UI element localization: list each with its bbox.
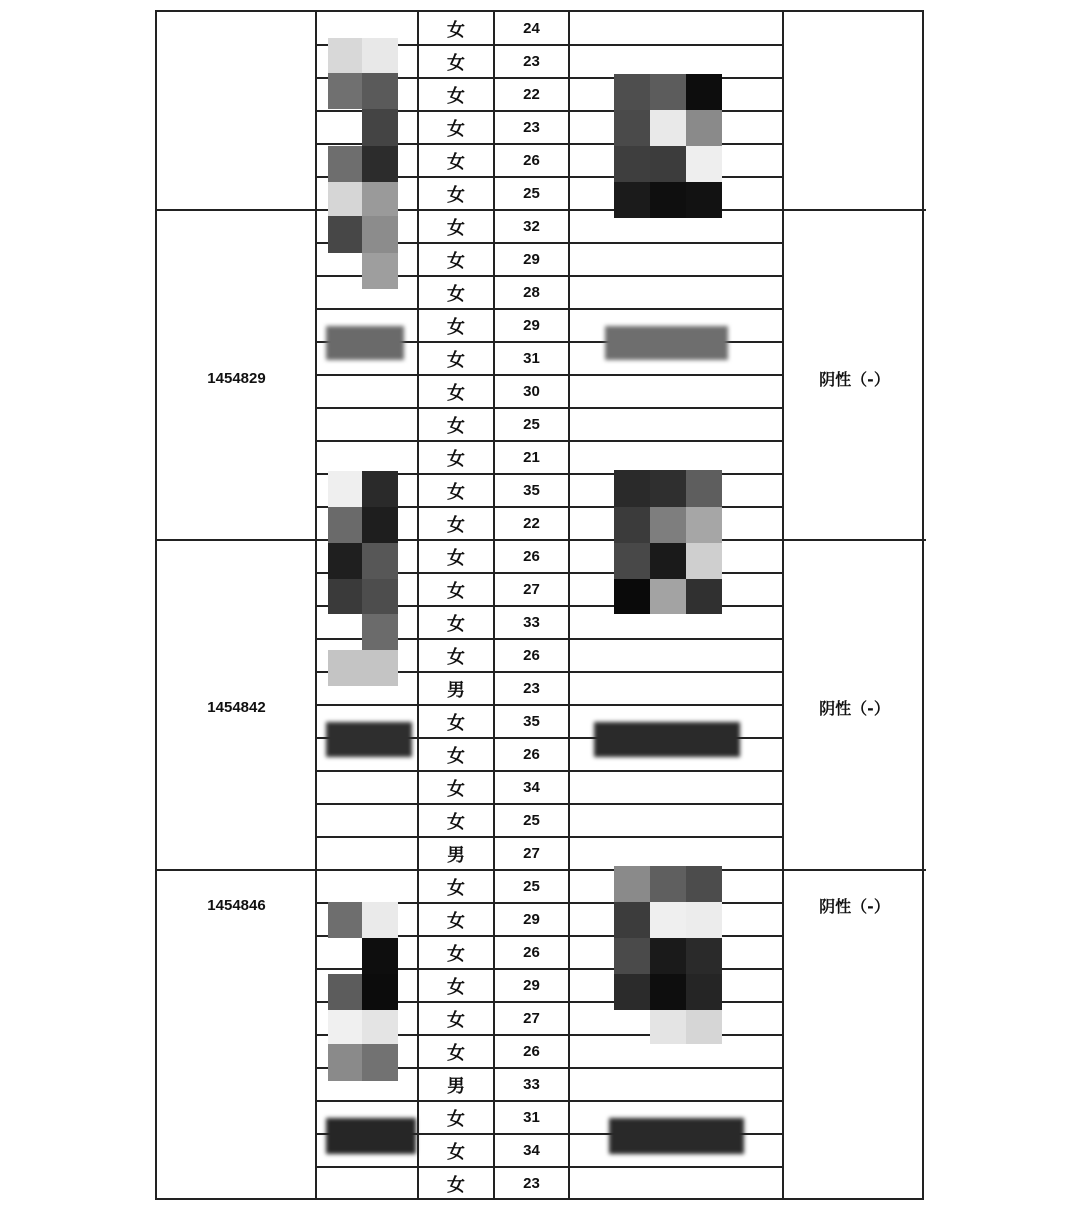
age-cell: 24 bbox=[523, 20, 540, 37]
redaction-mosaic-block bbox=[650, 1010, 686, 1044]
gender-cell: 女 bbox=[447, 580, 465, 602]
redaction-mosaic-block bbox=[614, 974, 650, 1010]
redaction-mosaic-block bbox=[328, 182, 362, 216]
redaction-mosaic-block bbox=[614, 507, 650, 543]
redaction-mosaic-block bbox=[362, 1010, 398, 1044]
redaction-mosaic-block bbox=[362, 253, 398, 289]
gender-cell: 女 bbox=[447, 613, 465, 635]
redaction-mosaic-block bbox=[362, 146, 398, 182]
gender-cell: 女 bbox=[447, 382, 465, 404]
age-cell: 33 bbox=[523, 614, 540, 631]
redaction-mosaic-block bbox=[328, 543, 362, 579]
redaction-mosaic-block bbox=[328, 73, 362, 109]
redaction-mosaic-block bbox=[650, 866, 686, 902]
age-cell: 33 bbox=[523, 1076, 540, 1093]
age-cell: 29 bbox=[523, 317, 540, 334]
redaction-mosaic-block bbox=[328, 146, 362, 182]
age-cell: 26 bbox=[523, 152, 540, 169]
redaction-mosaic-block bbox=[686, 507, 722, 543]
gender-cell: 女 bbox=[447, 646, 465, 668]
redaction-mosaic-block bbox=[650, 902, 686, 938]
redaction-mosaic-block bbox=[614, 182, 650, 218]
age-cell: 23 bbox=[523, 53, 540, 70]
age-cell: 25 bbox=[523, 812, 540, 829]
age-cell: 26 bbox=[523, 1043, 540, 1060]
age-cell: 35 bbox=[523, 713, 540, 730]
age-cell: 30 bbox=[523, 383, 540, 400]
redaction-mosaic-block bbox=[686, 543, 722, 579]
age-cell: 25 bbox=[523, 416, 540, 433]
gender-cell: 女 bbox=[447, 217, 465, 239]
age-cell: 35 bbox=[523, 482, 540, 499]
redaction-mosaic-block bbox=[686, 470, 722, 507]
redaction-mosaic-block bbox=[650, 974, 686, 1010]
redaction-mosaic-block bbox=[614, 74, 650, 110]
redaction-mosaic-block bbox=[650, 182, 686, 218]
gender-cell: 女 bbox=[447, 1042, 465, 1064]
redaction-mosaic-block bbox=[362, 938, 398, 974]
group-id-cell: 1454829 bbox=[207, 369, 266, 387]
redaction-mosaic-block bbox=[362, 543, 398, 579]
redaction-blur-bar bbox=[609, 1118, 744, 1154]
redaction-mosaic-block bbox=[362, 507, 398, 543]
gender-cell: 女 bbox=[447, 1108, 465, 1130]
redaction-mosaic-block bbox=[650, 146, 686, 182]
redaction-mosaic-block bbox=[614, 938, 650, 974]
redaction-mosaic-block bbox=[362, 902, 398, 938]
gender-cell: 女 bbox=[447, 118, 465, 140]
redaction-mosaic-block bbox=[362, 1044, 398, 1081]
gender-cell: 女 bbox=[447, 316, 465, 338]
gender-cell: 女 bbox=[447, 1174, 465, 1196]
redaction-mosaic-block bbox=[328, 1010, 362, 1044]
age-cell: 34 bbox=[523, 779, 540, 796]
redaction-mosaic-block bbox=[328, 902, 362, 938]
age-cell: 23 bbox=[523, 1175, 540, 1192]
redaction-mosaic-block bbox=[362, 109, 398, 146]
gender-cell: 女 bbox=[447, 52, 465, 74]
gender-cell: 女 bbox=[447, 250, 465, 272]
specimen-table bbox=[155, 10, 924, 1200]
redaction-mosaic-block bbox=[328, 1044, 362, 1081]
redaction-mosaic-block bbox=[362, 73, 398, 109]
redaction-mosaic-block bbox=[328, 471, 362, 507]
gender-cell: 女 bbox=[447, 778, 465, 800]
redaction-mosaic-block bbox=[686, 866, 722, 902]
redaction-mosaic-block bbox=[686, 902, 722, 938]
redaction-mosaic-block bbox=[686, 74, 722, 110]
redaction-mosaic-block bbox=[650, 507, 686, 543]
redaction-mosaic-block bbox=[614, 866, 650, 902]
age-cell: 22 bbox=[523, 86, 540, 103]
redaction-mosaic-block bbox=[686, 110, 722, 146]
redaction-mosaic-block bbox=[614, 110, 650, 146]
redaction-mosaic-block bbox=[686, 938, 722, 974]
gender-cell: 女 bbox=[447, 283, 465, 305]
gender-cell: 女 bbox=[447, 448, 465, 470]
age-cell: 25 bbox=[523, 185, 540, 202]
gender-cell: 男 bbox=[447, 844, 465, 866]
group-divider bbox=[783, 539, 926, 541]
age-cell: 27 bbox=[523, 845, 540, 862]
age-cell: 29 bbox=[523, 911, 540, 928]
age-cell: 23 bbox=[523, 119, 540, 136]
gender-cell: 女 bbox=[447, 481, 465, 503]
group-divider bbox=[783, 209, 926, 211]
age-cell: 26 bbox=[523, 944, 540, 961]
redaction-mosaic-block bbox=[686, 579, 722, 614]
redaction-blur-bar bbox=[326, 1118, 416, 1154]
gender-cell: 女 bbox=[447, 712, 465, 734]
redaction-mosaic-block bbox=[614, 902, 650, 938]
gender-cell: 女 bbox=[447, 349, 465, 371]
gender-cell: 男 bbox=[447, 679, 465, 701]
group-divider bbox=[157, 539, 316, 541]
gender-cell: 女 bbox=[447, 1141, 465, 1163]
redaction-mosaic-block bbox=[362, 579, 398, 614]
age-cell: 22 bbox=[523, 515, 540, 532]
redaction-mosaic-block bbox=[650, 938, 686, 974]
age-cell: 27 bbox=[523, 1010, 540, 1027]
age-cell: 29 bbox=[523, 977, 540, 994]
gender-cell: 女 bbox=[447, 514, 465, 536]
gender-cell: 女 bbox=[447, 910, 465, 932]
redaction-blur-bar bbox=[605, 326, 728, 360]
age-cell: 29 bbox=[523, 251, 540, 268]
group-id-cell: 1454846 bbox=[207, 896, 266, 914]
age-cell: 31 bbox=[523, 350, 540, 367]
gender-cell: 女 bbox=[447, 943, 465, 965]
redaction-mosaic-block bbox=[328, 579, 362, 614]
redaction-mosaic-block bbox=[328, 38, 362, 73]
age-cell: 21 bbox=[523, 449, 540, 466]
group-divider bbox=[157, 209, 316, 211]
redaction-mosaic-block bbox=[686, 1010, 722, 1044]
group-result-cell: 阴性（-） bbox=[819, 698, 890, 718]
redaction-mosaic-block bbox=[362, 471, 398, 507]
redaction-mosaic-block bbox=[328, 216, 362, 253]
redaction-mosaic-block bbox=[650, 579, 686, 614]
group-result-cell: 阴性（-） bbox=[819, 369, 890, 389]
redaction-mosaic-block bbox=[650, 543, 686, 579]
gender-cell: 男 bbox=[447, 1075, 465, 1097]
redaction-mosaic-block bbox=[362, 614, 398, 650]
gender-cell: 女 bbox=[447, 745, 465, 767]
gender-cell: 女 bbox=[447, 151, 465, 173]
redaction-mosaic-block bbox=[328, 974, 362, 1010]
gender-cell: 女 bbox=[447, 811, 465, 833]
redaction-mosaic-block bbox=[328, 650, 398, 686]
redaction-blur-bar bbox=[326, 326, 404, 360]
redaction-mosaic-block bbox=[650, 74, 686, 110]
redaction-mosaic-block bbox=[362, 216, 398, 253]
gender-cell: 女 bbox=[447, 415, 465, 437]
redaction-mosaic-block bbox=[362, 38, 398, 73]
redaction-blur-bar bbox=[326, 722, 412, 757]
age-cell: 26 bbox=[523, 746, 540, 763]
gender-cell: 女 bbox=[447, 184, 465, 206]
redaction-mosaic-block bbox=[614, 470, 650, 507]
gender-cell: 女 bbox=[447, 976, 465, 998]
group-divider bbox=[157, 869, 316, 871]
age-cell: 31 bbox=[523, 1109, 540, 1126]
redaction-mosaic-block bbox=[362, 182, 398, 216]
age-cell: 26 bbox=[523, 548, 540, 565]
gender-cell: 女 bbox=[447, 85, 465, 107]
group-divider bbox=[783, 869, 926, 871]
age-cell: 23 bbox=[523, 680, 540, 697]
age-cell: 34 bbox=[523, 1142, 540, 1159]
gender-cell: 女 bbox=[447, 19, 465, 41]
redaction-mosaic-block bbox=[686, 182, 722, 218]
gender-cell: 女 bbox=[447, 877, 465, 899]
redaction-mosaic-block bbox=[614, 543, 650, 579]
age-cell: 28 bbox=[523, 284, 540, 301]
redaction-mosaic-block bbox=[650, 110, 686, 146]
redaction-mosaic-block bbox=[614, 146, 650, 182]
redaction-mosaic-block bbox=[686, 974, 722, 1010]
redaction-mosaic-block bbox=[650, 470, 686, 507]
age-cell: 25 bbox=[523, 878, 540, 895]
age-cell: 27 bbox=[523, 581, 540, 598]
gender-cell: 女 bbox=[447, 1009, 465, 1031]
age-cell: 32 bbox=[523, 218, 540, 235]
redaction-mosaic-block bbox=[614, 579, 650, 614]
redaction-blur-bar bbox=[594, 722, 740, 757]
redaction-mosaic-block bbox=[328, 507, 362, 543]
age-cell: 26 bbox=[523, 647, 540, 664]
group-id-cell: 1454842 bbox=[207, 698, 266, 716]
redaction-mosaic-block bbox=[686, 146, 722, 182]
redaction-mosaic-block bbox=[362, 974, 398, 1010]
gender-cell: 女 bbox=[447, 547, 465, 569]
group-result-cell: 阴性（-） bbox=[819, 896, 890, 916]
